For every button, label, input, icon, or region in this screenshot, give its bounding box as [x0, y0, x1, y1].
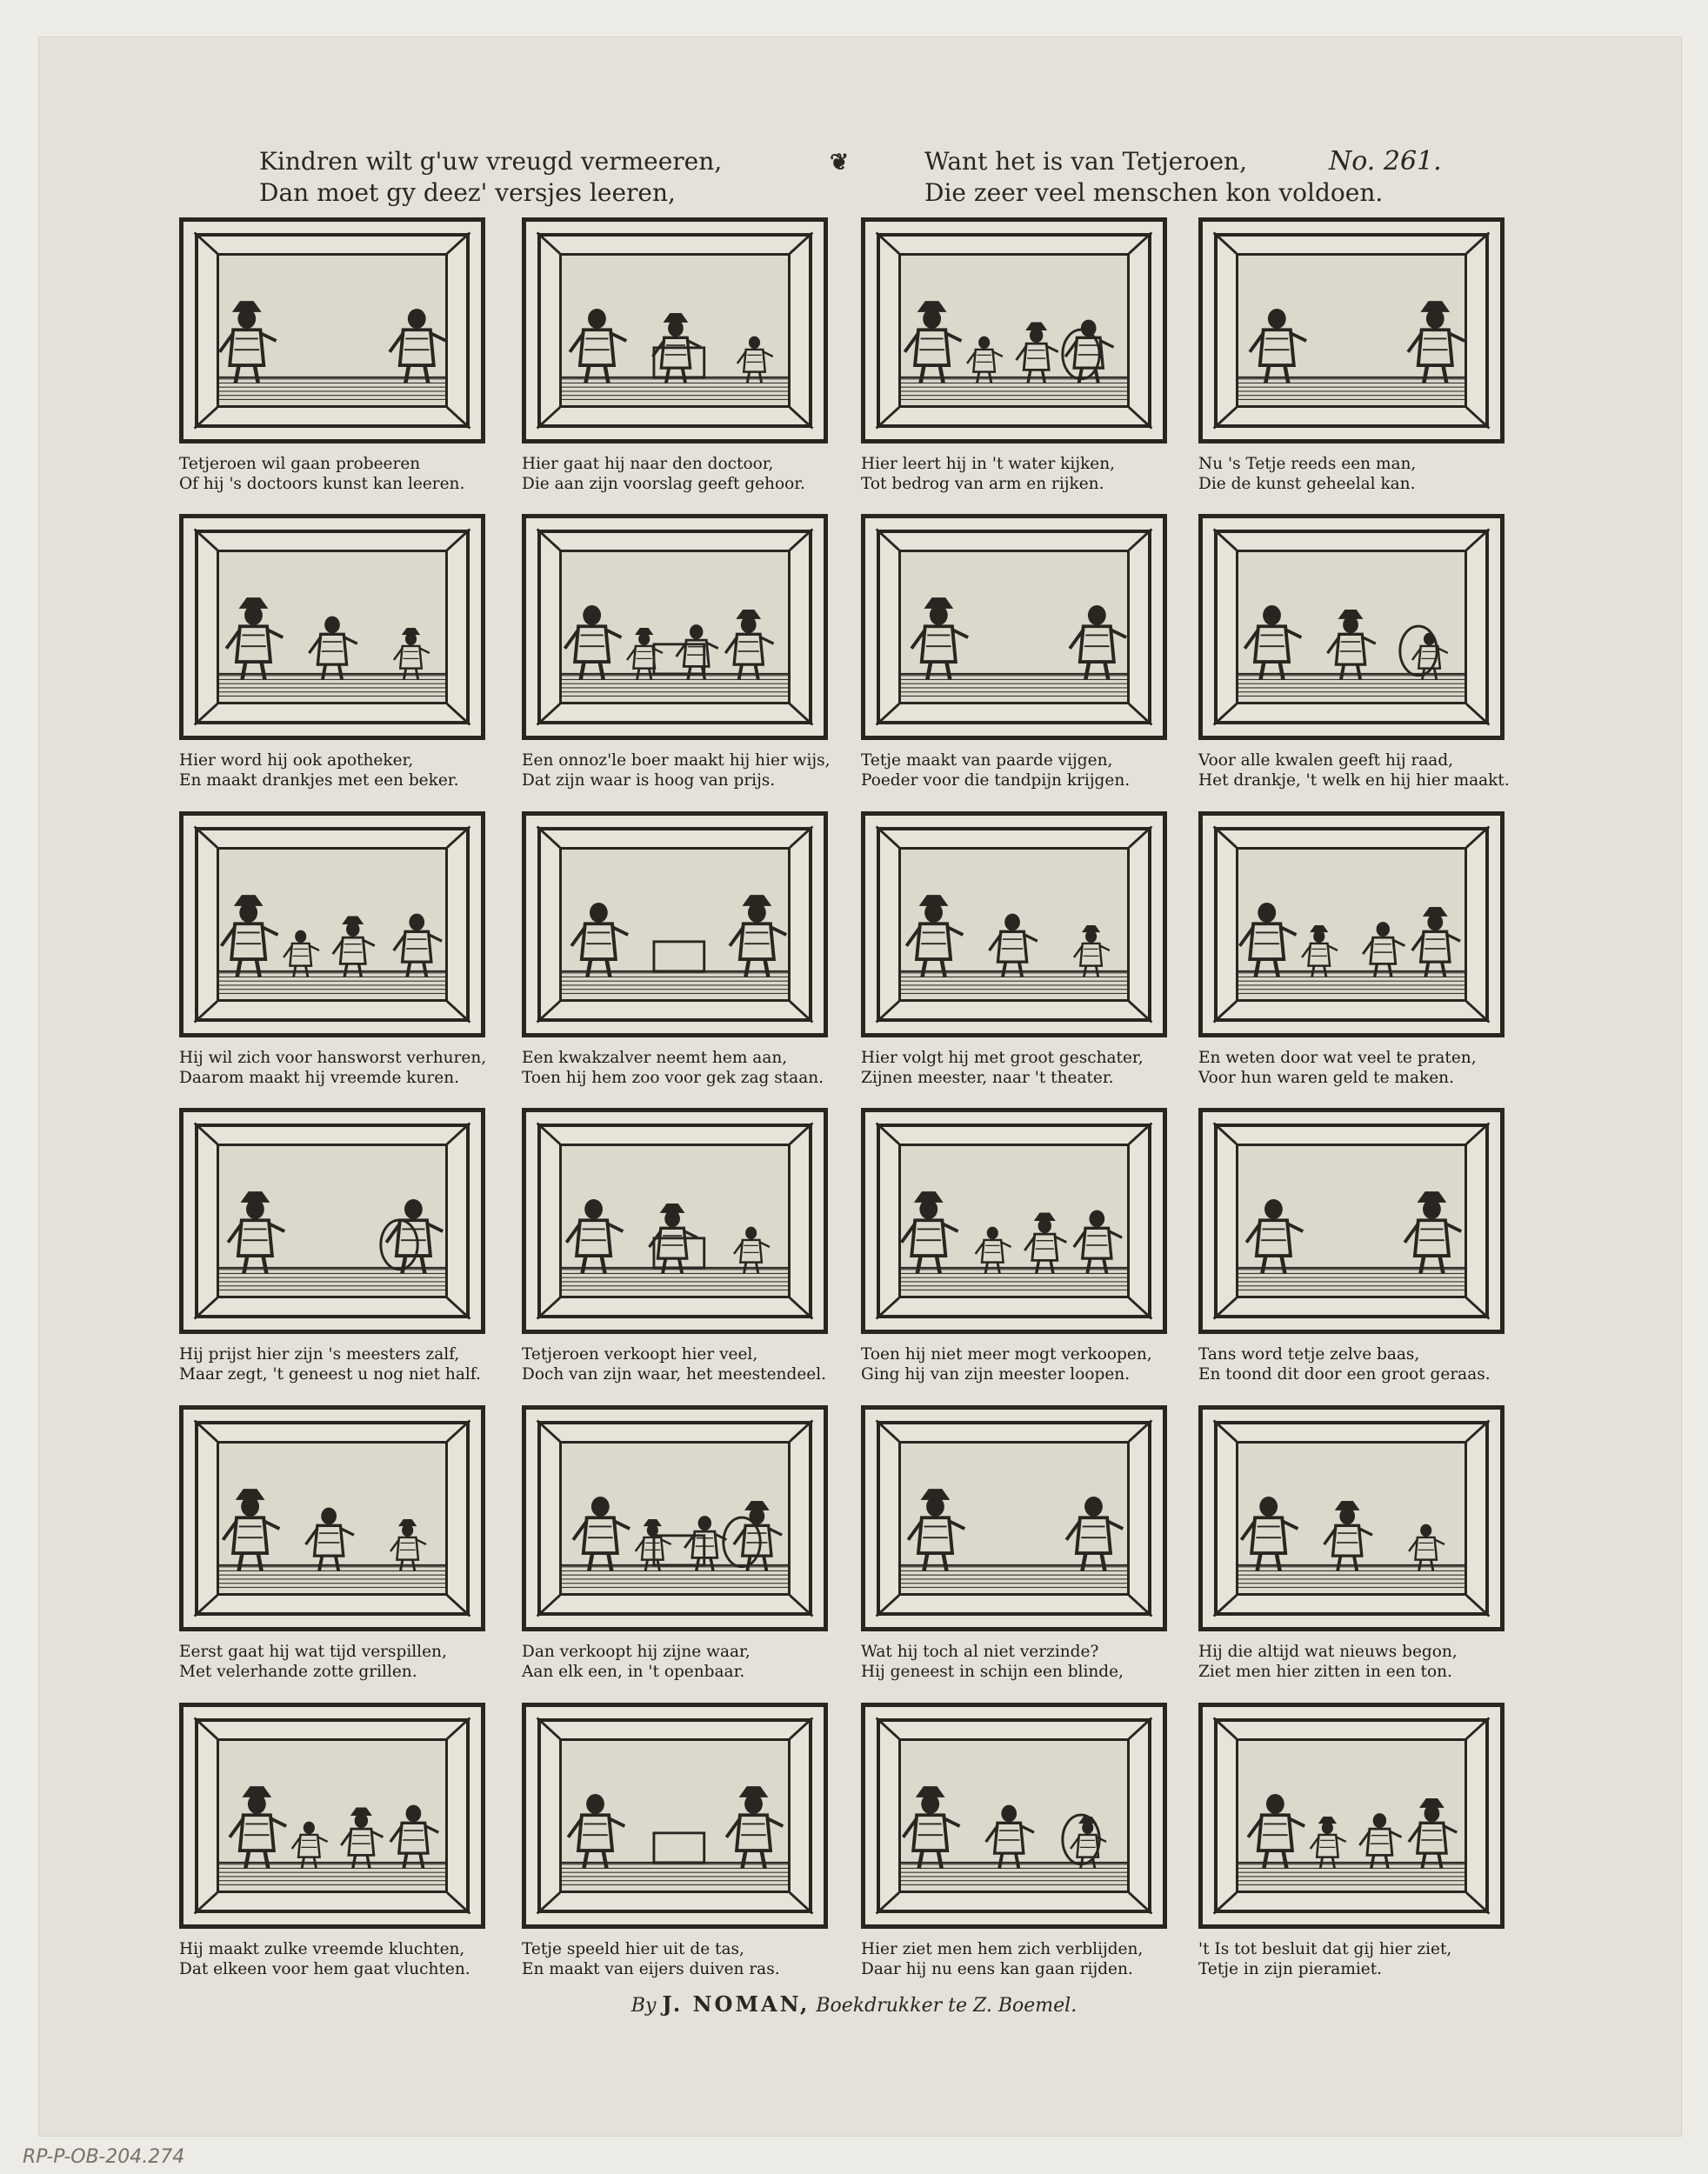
caption-line-2: Ging hij van zijn meester loopen. — [861, 1365, 1131, 1384]
woodcut-panel — [861, 1108, 1172, 1399]
caption-line-2: Dat zijn waar is hoog van prijs. — [522, 771, 776, 790]
woodcut-panel — [179, 217, 490, 509]
woodcut-scene-illustration — [559, 847, 791, 1002]
woodcut-scene-illustration — [1236, 1441, 1467, 1596]
woodcut-scene-illustration — [559, 253, 791, 408]
imprint-printer-name: J. NOMAN, — [662, 1991, 811, 2017]
panel-caption — [522, 1642, 845, 1682]
caption-line-1: Nu 's Tetje reeds een man, — [1198, 455, 1417, 473]
woodcut-frame — [179, 1405, 485, 1631]
woodcut-panel — [1198, 1108, 1510, 1399]
caption-line-2: Daarom maakt hij vreemde kuren. — [179, 1069, 459, 1087]
panel-caption — [1198, 1939, 1522, 1979]
woodcut-panel — [179, 1405, 490, 1697]
woodcut-frame — [1198, 1405, 1505, 1631]
woodcut-panel — [861, 1703, 1172, 1994]
caption-line-1: Toen hij niet meer mogt verkoopen, — [861, 1345, 1152, 1364]
woodcut-frame — [179, 1703, 485, 1929]
panel-caption — [522, 1344, 845, 1384]
woodcut-panel — [522, 811, 833, 1103]
caption-line-1: Een onnoz'le boer maakt hij hier wijs, — [522, 751, 831, 770]
caption-line-2: Zijnen meester, naar 't theater. — [861, 1069, 1114, 1087]
imprint-prefix: By — [630, 1995, 657, 2017]
caption-line-2: Ziet men hier zitten in een ton. — [1198, 1663, 1452, 1681]
caption-line-1: 't Is tot besluit dat gij hier ziet, — [1198, 1940, 1452, 1958]
caption-line-1: Hier volgt hij met groot geschater, — [861, 1049, 1144, 1067]
caption-line-2: Dat elkeen voor hem gaat vluchten. — [179, 1960, 470, 1978]
caption-line-2: Die de kunst geheelal kan. — [1198, 475, 1416, 493]
caption-line-2: Tetje in zijn pieramiet. — [1198, 1960, 1383, 1978]
panel-caption — [1198, 454, 1522, 494]
printer-imprint — [0, 1991, 1708, 2017]
panel-caption — [179, 750, 503, 790]
caption-line-1: Hier ziet men hem zich verblijden, — [861, 1940, 1144, 1958]
woodcut-scene-illustration — [217, 550, 448, 704]
woodcut-frame — [522, 1108, 828, 1334]
panel-caption — [179, 1939, 503, 1979]
fleuron-ornament-icon: ❦ — [830, 150, 849, 176]
caption-line-1: Voor alle kwalen geeft hij raad, — [1198, 751, 1454, 770]
woodcut-frame — [179, 811, 485, 1037]
caption-line-2: Die aan zijn voorslag geeft gehoor. — [522, 475, 805, 493]
woodcut-scene-illustration — [559, 1144, 791, 1298]
panel-caption — [522, 454, 845, 494]
caption-line-2: Maar zegt, 't geneest u nog niet half. — [179, 1365, 481, 1384]
woodcut-panel — [179, 1108, 490, 1399]
caption-line-1: Hij wil zich voor hansworst verhuren, — [179, 1049, 487, 1067]
caption-line-1: Tetje speeld hier uit de tas, — [522, 1940, 744, 1958]
caption-line-1: Hij die altijd wat nieuws begon, — [1198, 1643, 1458, 1661]
panel-caption — [522, 750, 845, 790]
woodcut-frame — [861, 1703, 1167, 1929]
panel-caption — [1198, 750, 1522, 790]
caption-line-1: Tetje maakt van paarde vijgen, — [861, 751, 1113, 770]
caption-line-2: Daar hij nu eens kan gaan rijden. — [861, 1960, 1133, 1978]
caption-line-2: Het drankje, 't welk en hij hier maakt. — [1198, 771, 1510, 790]
panel-caption — [861, 1642, 1184, 1682]
panel-grid — [179, 217, 1510, 1978]
caption-line-1: Hij maakt zulke vreemde kluchten, — [179, 1940, 465, 1958]
caption-line-2: En maakt drankjes met een beker. — [179, 771, 459, 790]
woodcut-scene-illustration — [898, 253, 1130, 408]
woodcut-frame — [522, 514, 828, 740]
panel-caption — [179, 1048, 503, 1088]
woodcut-panel — [179, 811, 490, 1103]
header-left-line-1: Kindren wilt g'uw vreugd vermeeren, — [259, 147, 723, 176]
verse-header — [224, 146, 1546, 216]
woodcut-scene-illustration — [1236, 847, 1467, 1002]
caption-line-2: Voor hun waren geld te maken. — [1198, 1069, 1454, 1087]
woodcut-frame — [1198, 1108, 1505, 1334]
panel-caption — [179, 454, 503, 494]
panel-caption — [522, 1048, 845, 1088]
woodcut-scene-illustration — [559, 550, 791, 704]
woodcut-frame — [861, 514, 1167, 740]
caption-line-1: Hier leert hij in 't water kijken, — [861, 455, 1116, 473]
woodcut-scene-illustration — [559, 1738, 791, 1893]
panel-caption — [861, 1939, 1184, 1979]
header-left-verse — [259, 146, 722, 209]
panel-caption — [179, 1344, 503, 1384]
woodcut-frame — [861, 1405, 1167, 1631]
woodcut-frame — [179, 1108, 485, 1334]
header-left-line-2: Dan moet gy deez' versjes leeren, — [259, 178, 676, 207]
woodcut-frame — [861, 811, 1167, 1037]
caption-line-2: En toond dit door een groot geraas. — [1198, 1365, 1491, 1384]
panel-caption — [1198, 1344, 1522, 1384]
woodcut-frame — [522, 1703, 828, 1929]
panel-caption — [179, 1642, 503, 1682]
woodcut-panel — [522, 1703, 833, 1994]
woodcut-scene-illustration — [1236, 550, 1467, 704]
woodcut-panel — [522, 1108, 833, 1399]
panel-caption — [861, 750, 1184, 790]
woodcut-scene-illustration — [559, 1441, 791, 1596]
woodcut-frame — [179, 514, 485, 740]
caption-line-2: Met velerhande zotte grillen. — [179, 1663, 417, 1681]
woodcut-panel — [522, 217, 833, 509]
woodcut-scene-illustration — [898, 1144, 1130, 1298]
caption-line-1: Tetjeroen wil gaan probeeren — [179, 455, 421, 473]
caption-line-1: Wat hij toch al niet verzinde? — [861, 1643, 1099, 1661]
caption-line-2: Aan elk een, in 't openbaar. — [522, 1663, 745, 1681]
panel-caption — [861, 1344, 1184, 1384]
woodcut-panel — [1198, 514, 1510, 805]
caption-line-1: Hij prijst hier zijn 's meesters zalf, — [179, 1345, 460, 1364]
woodcut-scene-illustration — [217, 1441, 448, 1596]
woodcut-panel — [1198, 217, 1510, 509]
caption-line-2: Of hij 's doctoors kunst kan leeren. — [179, 475, 465, 493]
caption-line-2: Poeder voor die tandpijn krijgen. — [861, 771, 1131, 790]
caption-line-1: Dan verkoopt hij zijne waar, — [522, 1643, 751, 1661]
print-number: No. 261. — [1329, 146, 1442, 177]
woodcut-panel — [861, 514, 1172, 805]
woodcut-frame — [522, 1405, 828, 1631]
woodcut-scene-illustration — [898, 550, 1130, 704]
caption-line-2: Tot bedrog van arm en rijken. — [861, 475, 1104, 493]
caption-line-1: Hier gaat hij naar den doctoor, — [522, 455, 774, 473]
caption-line-2: Hij geneest in schijn een blinde, — [861, 1663, 1124, 1681]
woodcut-frame — [522, 811, 828, 1037]
woodcut-panel — [861, 217, 1172, 509]
woodcut-scene-illustration — [1236, 253, 1467, 408]
woodcut-panel — [522, 514, 833, 805]
header-right-line-1: Want het is van Tetjeroen, — [924, 147, 1247, 176]
woodcut-frame — [179, 217, 485, 443]
header-right-verse — [924, 146, 1383, 209]
imprint-suffix: Boekdrukker te Z. Boemel. — [816, 1995, 1078, 2017]
caption-line-1: Tetjeroen verkoopt hier veel, — [522, 1345, 758, 1364]
header-right-line-2: Die zeer veel menschen kon voldoen. — [924, 178, 1384, 207]
caption-line-1: Eerst gaat hij wat tijd verspillen, — [179, 1643, 447, 1661]
woodcut-frame — [861, 217, 1167, 443]
caption-line-2: Toen hij hem zoo voor gek zag staan. — [522, 1069, 824, 1087]
woodcut-panel — [861, 1405, 1172, 1697]
panel-caption — [1198, 1048, 1522, 1088]
caption-line-2: Doch van zijn waar, het meestendeel. — [522, 1365, 827, 1384]
woodcut-panel — [1198, 1405, 1510, 1697]
woodcut-panel — [179, 514, 490, 805]
woodcut-frame — [1198, 514, 1505, 740]
woodcut-frame — [861, 1108, 1167, 1334]
woodcut-panel — [1198, 811, 1510, 1103]
woodcut-panel — [522, 1405, 833, 1697]
panel-caption — [861, 1048, 1184, 1088]
woodcut-scene-illustration — [1236, 1144, 1467, 1298]
woodcut-scene-illustration — [217, 1144, 448, 1298]
woodcut-frame — [1198, 1703, 1505, 1929]
woodcut-panel — [1198, 1703, 1510, 1994]
woodcut-scene-illustration — [898, 1441, 1130, 1596]
woodcut-scene-illustration — [217, 253, 448, 408]
woodcut-panel — [179, 1703, 490, 1994]
woodcut-scene-illustration — [898, 1738, 1130, 1893]
caption-line-1: Hier word hij ook apotheker, — [179, 751, 414, 770]
panel-caption — [522, 1939, 845, 1979]
woodcut-frame — [522, 217, 828, 443]
panel-caption — [861, 454, 1184, 494]
woodcut-frame — [1198, 217, 1505, 443]
caption-line-2: En maakt van eijers duiven ras. — [522, 1960, 780, 1978]
caption-line-1: En weten door wat veel te praten, — [1198, 1049, 1477, 1067]
inventory-number: RP-P-OB-204.274 — [23, 2146, 185, 2168]
woodcut-scene-illustration — [217, 847, 448, 1002]
woodcut-scene-illustration — [1236, 1738, 1467, 1893]
woodcut-frame — [1198, 811, 1505, 1037]
woodcut-panel — [861, 811, 1172, 1103]
panel-caption — [1198, 1642, 1522, 1682]
woodcut-scene-illustration — [217, 1738, 448, 1893]
woodcut-scene-illustration — [898, 847, 1130, 1002]
caption-line-1: Een kwakzalver neemt hem aan, — [522, 1049, 788, 1067]
caption-line-1: Tans word tetje zelve baas, — [1198, 1345, 1420, 1364]
